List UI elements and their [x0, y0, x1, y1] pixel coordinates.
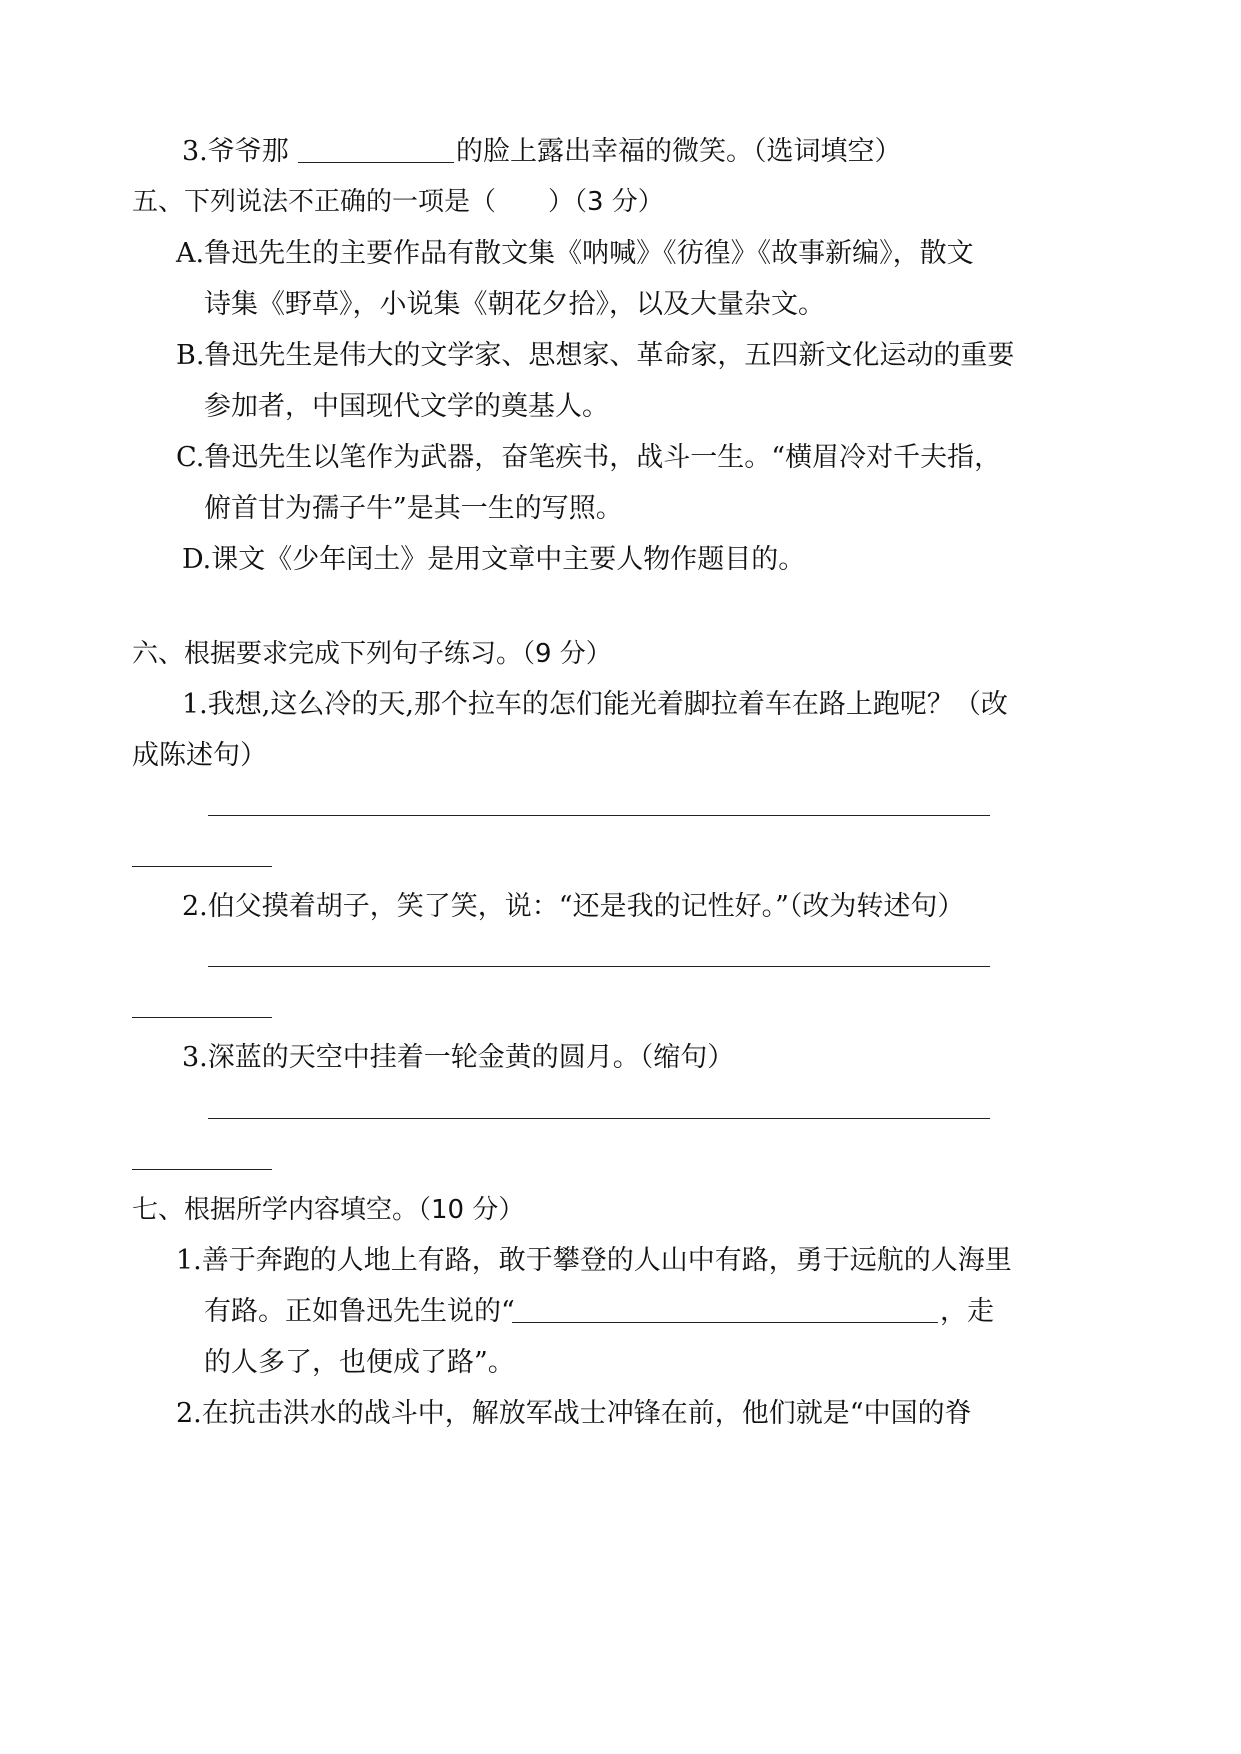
section6-item2-line1: 2.伯父摸着胡子，笑了笑，说：“还是我的记性好。”（改为转述句） [182, 891, 965, 922]
section5-option-b-line2: 参加者，中国现代文学的奠基人。 [204, 391, 609, 422]
section5-option-d-line1: D.课文《少年闰土》是用文章中主要人物作题目的。 [182, 544, 806, 575]
section6-item1-line2: 成陈述句） [132, 740, 267, 771]
section7-item1-line2-prefix: 有路。正如鲁迅先生说的“ [204, 1296, 515, 1327]
section6-item3-answer-line-cont[interactable] [132, 1169, 272, 1170]
section7-item2-line1: 2.在抗击洪水的战斗中，解放军战士冲锋在前，他们就是“中国的脊 [176, 1398, 972, 1429]
q4-item3-prefix: 3.爷爷那 [182, 136, 289, 167]
section5-option-c-line1: C.鲁迅先生以笔作为武器，奋笔疾书，战斗一生。“横眉冷对千夫指， [176, 442, 1002, 473]
q4-item3-suffix: 的脸上露出幸福的微笑。（选词填空） [456, 136, 902, 167]
section5-option-b-line1: B.鲁迅先生是伟大的文学家、思想家、革命家，五四新文化运动的重要 [176, 340, 1015, 371]
section6-title: 六、根据要求完成下列句子练习。（9 分） [132, 639, 612, 669]
section7-item1-line1: 1.善于奔跑的人地上有路，敢于攀登的人山中有路，勇于远航的人海里 [176, 1245, 1012, 1276]
section7-item1-line2-suffix: ，走 [940, 1296, 994, 1327]
section6-item3-answer-line[interactable] [208, 1118, 990, 1119]
section7-title: 七、根据所学内容填空。（10 分） [132, 1195, 525, 1225]
section5-option-a-line1: A.鲁迅先生的主要作品有散文集《呐喊》《彷徨》《故事新编》，散文 [176, 238, 974, 269]
section5-option-c-line2: 俯首甘为孺子牛”是其一生的写照。 [204, 493, 623, 524]
q4-item3-blank[interactable] [298, 162, 454, 163]
section7-item1-line3: 的人多了，也便成了路”。 [204, 1347, 515, 1378]
section6-item2-answer-line-cont[interactable] [132, 1017, 272, 1018]
section6-item3-line1: 3.深蓝的天空中挂着一轮金黄的圆月。（缩句） [182, 1042, 735, 1073]
section5-option-a-line2: 诗集《野草》，小说集《朝花夕拾》，以及大量杂文。 [204, 289, 825, 320]
section6-item1-line1: 1.我想,这么冷的天,那个拉车的怎们能光着脚拉着车在路上跑呢？（改 [182, 689, 1008, 720]
section6-item2-answer-line[interactable] [208, 966, 990, 967]
section6-item1-answer-line[interactable] [208, 815, 990, 816]
section7-item1-blank[interactable] [512, 1322, 938, 1323]
section5-title: 五、下列说法不正确的一项是（ ）（3 分） [132, 187, 664, 217]
section6-item1-answer-line-cont[interactable] [132, 866, 272, 867]
